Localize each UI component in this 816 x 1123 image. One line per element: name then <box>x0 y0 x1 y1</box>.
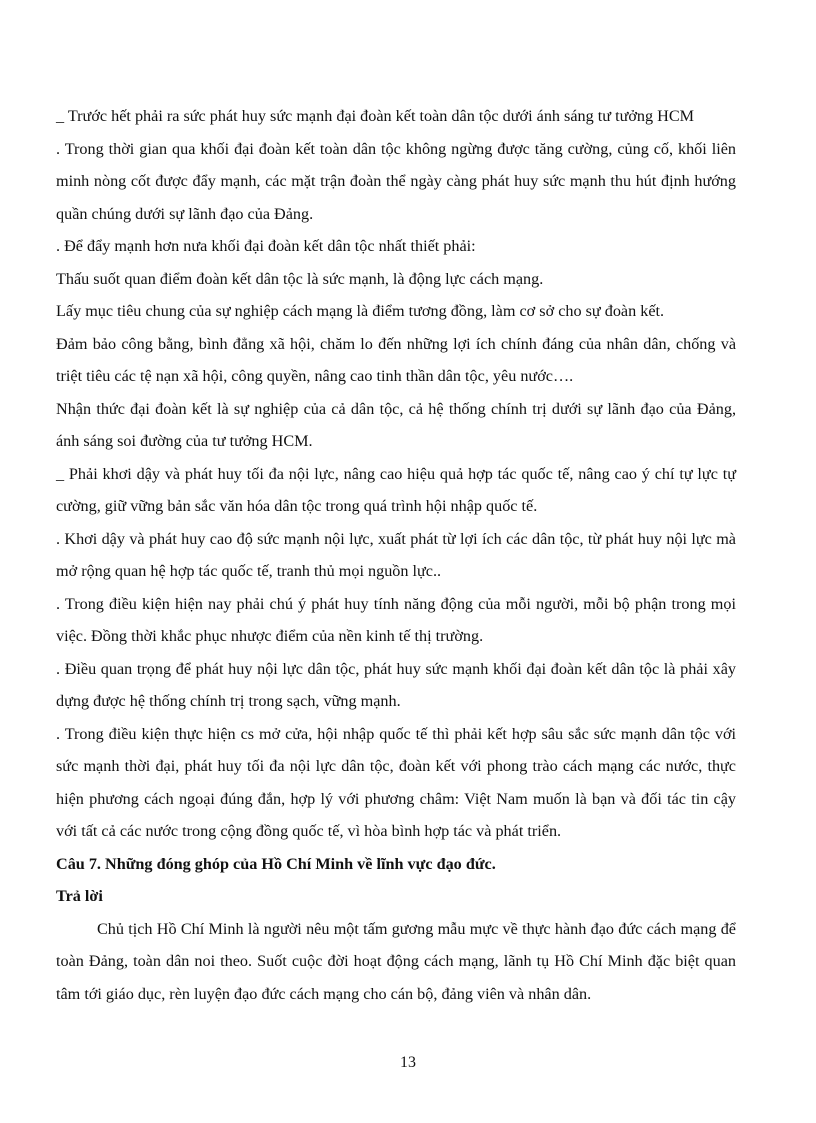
paragraph-4: Thấu suốt quan điểm đoàn kết dân tộc là sức mạnh, là động lực cách mạng. <box>56 269 544 288</box>
paragraph-7: Nhận thức đại đoàn kết là sự nghiệp của cả dân tộc, cả hệ thống chính trị dưới sự lãnh đạo của Đảng, ánh sáng soi đường của tư tưởng HCM. <box>56 399 736 450</box>
answer-paragraph: Chủ tịch Hồ Chí Minh là người nêu một tấm gương mẫu mực về thực hành đạo đức cách mạng để toàn Đảng, toàn dân noi theo. Suốt cuộc đời hoạt động cách mạng, lãnh tụ Hồ Chí Minh đặc biệt quan tâm tới giáo dục, rèn luyện đạo đức cách mạng cho cán bộ, đảng viên và nhân dân. <box>56 919 736 1003</box>
paragraph-3: . Để đẩy mạnh hơn nưa khối đại đoàn kết dân tộc nhất thiết phải: <box>56 237 476 255</box>
answer-label: Trả lời <box>56 887 103 905</box>
paragraph-2: . Trong thời gian qua khối đại đoàn kết toàn dân tộc không ngừng được tăng cường, củng cố, khối liên minh nòng cốt được đẩy mạnh, các mặt trận đoàn thể ngày càng phát huy sức mạnh thu hút định hướng quần chúng dưới sự lãnh đạo của Đảng. <box>56 139 736 223</box>
page-body <box>56 100 736 1010</box>
paragraph-9: . Khơi dậy và phát huy cao độ sức mạnh nội lực, xuất phát từ lợi ích các dân tộc, từ phát huy nội lực mà mở rộng quan hệ hợp tác quốc tế, tranh thủ mọi nguồn lực.. <box>56 529 736 580</box>
paragraph-10: . Trong điều kiện hiện nay phải chú ý phát huy tính năng động của mỗi người, mỗi bộ phận trong mọi việc. Đồng thời khắc phục nhược điểm của nền kinh tế thị trường. <box>56 594 736 645</box>
paragraph-6: Đảm bảo công bằng, bình đẳng xã hội, chăm lo đến những lợi ích chính đáng của nhân dân, chống và triệt tiêu các tệ nạn xã hội, công quyền, nâng cao tinh thần dân tộc, yêu nước…. <box>56 334 736 385</box>
paragraph-12: . Trong điều kiện thực hiện cs mở cửa, hội nhập quốc tế thì phải kết hợp sâu sắc sức mạnh dân tộc với sức mạnh thời đại, phát huy tối đa nội lực dân tộc, đoàn kết với phong trào cách mạng các nước, thực hiện phương cách ngoại đúng đắn, hợp lý với phương châm: Việt Nam muốn là bạn và đối tác tin cậy với tất cả các nước trong cộng đồng quốc tế, vì hòa bình hợp tác và phát triển. <box>56 724 736 840</box>
paragraph-11: . Điều quan trọng để phát huy nội lực dân tộc, phát huy sức mạnh khối đại đoàn kết dân tộc là phải xây dựng được hệ thống chính trị trong sạch, vững mạnh. <box>56 659 736 710</box>
paragraph-1: _ Trước hết phải ra sức phát huy sức mạnh đại đoàn kết toàn dân tộc dưới ánh sáng tư tưởng HCM <box>56 107 695 125</box>
question-heading: Câu 7. Những đóng ghóp của Hồ Chí Minh về lĩnh vực đạo đức. <box>56 854 496 873</box>
paragraph-5: Lấy mục tiêu chung của sự nghiệp cách mạng là điểm tương đồng, làm cơ sở cho sự đoàn kết. <box>56 302 665 320</box>
page-number: 13 <box>400 1054 416 1071</box>
paragraph-8: _ Phải khơi dậy và phát huy tối đa nội lực, nâng cao hiệu quả hợp tác quốc tế, nâng cao ý chí tự lực tự cường, giữ vững bản sắc văn hóa dân tộc trong quá trình hội nhập quốc tế. <box>56 464 736 515</box>
